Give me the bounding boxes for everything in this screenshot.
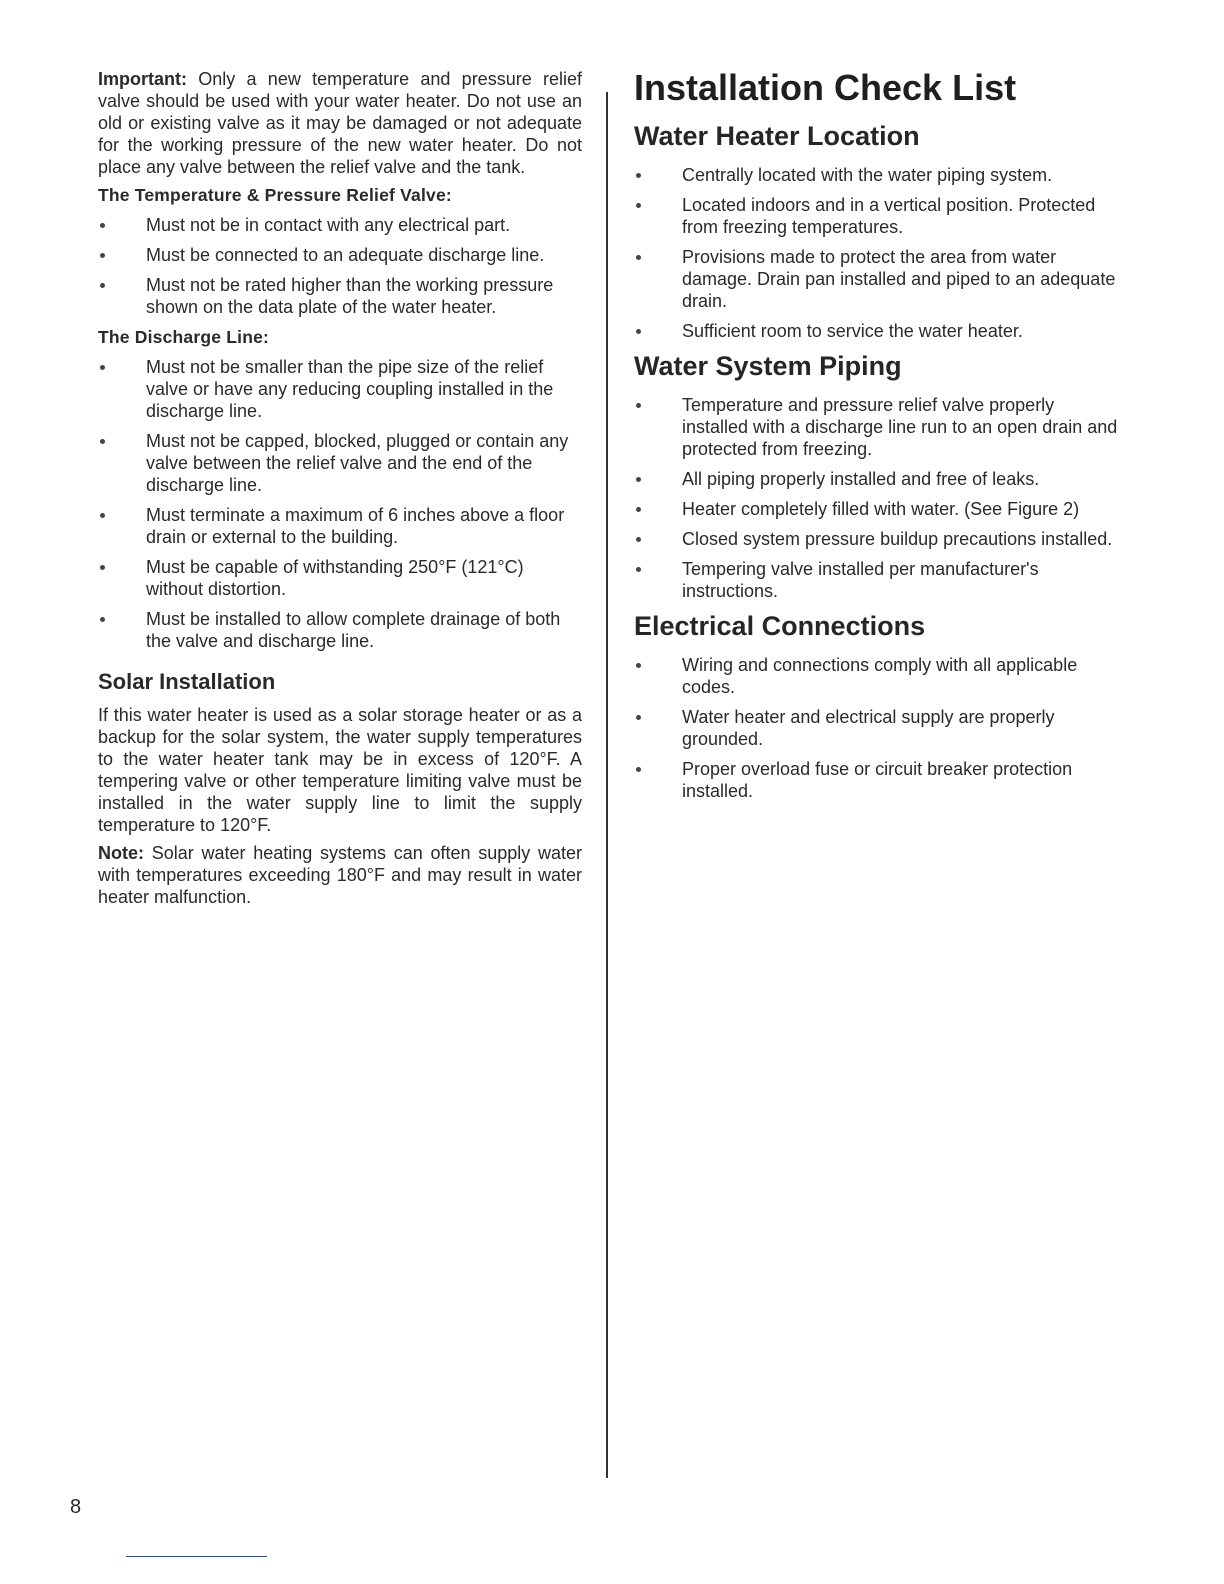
list-item: Must terminate a maximum of 6 inches above a floor drain or external to the building.: [98, 504, 582, 548]
location-heading: Water Heater Location: [634, 121, 920, 151]
bullet-icon: [100, 253, 105, 258]
list-item: All piping properly installed and free of leaks.: [634, 468, 1122, 490]
page-title: Installation Check List: [634, 67, 1017, 108]
bullet-icon: [100, 283, 105, 288]
list-item: Temperature and pressure relief valve properly installed with a discharge line run to an open drain and protected from freezing.: [634, 394, 1122, 460]
bullet-icon: [100, 617, 105, 622]
important-paragraph: [98, 68, 582, 178]
list-item: Wiring and connections comply with all applicable codes.: [634, 654, 1122, 698]
bullet-icon: [636, 203, 641, 208]
bullet-icon: [100, 365, 105, 370]
bullet-icon: [636, 173, 641, 178]
electrical-list: [634, 654, 1122, 802]
list-item: Tempering valve installed per manufacturer's instructions.: [634, 558, 1122, 602]
list-item: Closed system pressure buildup precautions installed.: [634, 528, 1122, 550]
left-column: [98, 68, 582, 914]
important-text: Only a new temperature and pressure relief valve should be used with your water heater. Do not use an old or existing valve as it may be damaged or not adequate for the working pressure of the new water heater. Do not place any valve between the relief valve and the tank.: [98, 69, 582, 177]
footer-rule: [126, 1556, 267, 1557]
list-item: Provisions made to protect the area from water damage. Drain pan installed and piped to an adequate drain.: [634, 246, 1122, 312]
important-label: Important:: [98, 69, 187, 89]
discharge-heading: The Discharge Line:: [98, 327, 270, 347]
note-label: Note:: [98, 843, 144, 863]
bullet-icon: [100, 223, 105, 228]
bullet-icon: [636, 767, 641, 772]
bullet-icon: [636, 507, 641, 512]
right-column: [634, 66, 1122, 810]
list-item: Must not be in contact with any electrical part.: [98, 214, 582, 236]
location-list: [634, 164, 1122, 342]
bullet-icon: [636, 329, 641, 334]
bullet-icon: [100, 513, 105, 518]
list-item: Located indoors and in a vertical position. Protected from freezing temperatures.: [634, 194, 1122, 238]
discharge-list: [98, 356, 582, 652]
list-item: Must be installed to allow complete drainage of both the valve and discharge line.: [98, 608, 582, 652]
tpr-heading: The Temperature & Pressure Relief Valve:: [98, 185, 452, 205]
bullet-icon: [636, 715, 641, 720]
bullet-icon: [636, 663, 641, 668]
bullet-icon: [636, 255, 641, 260]
list-item: Water heater and electrical supply are properly grounded.: [634, 706, 1122, 750]
page-number: 8: [70, 1496, 82, 1518]
list-item: Sufficient room to service the water heater.: [634, 320, 1122, 342]
bullet-icon: [100, 439, 105, 444]
bullet-icon: [636, 403, 641, 408]
note-text: Solar water heating systems can often supply water with temperatures exceeding 180°F and may result in water heater malfunction.: [98, 843, 582, 907]
bullet-icon: [636, 537, 641, 542]
solar-paragraph: If this water heater is used as a solar storage heater or as a backup for the solar system, the water supply temperatures to the water heater tank may be in excess of 120°F. A tempering valve or other temperature limiting valve must be installed in the water supply line to limit the supply temperature to 120°F.: [98, 705, 582, 835]
list-item: Must not be capped, blocked, plugged or contain any valve between the relief valve and the end of the discharge line.: [98, 430, 582, 496]
solar-heading: Solar Installation: [98, 669, 276, 694]
column-divider: [606, 92, 608, 1478]
list-item: Must not be rated higher than the working pressure shown on the data plate of the water heater.: [98, 274, 582, 318]
tpr-list: [98, 214, 582, 318]
piping-heading: Water System Piping: [634, 351, 902, 381]
list-item: Proper overload fuse or circuit breaker protection installed.: [634, 758, 1122, 802]
list-item: Must be connected to an adequate discharge line.: [98, 244, 582, 266]
electrical-heading: Electrical Connections: [634, 611, 926, 641]
bullet-icon: [100, 565, 105, 570]
list-item: Heater completely filled with water. (See Figure 2): [634, 498, 1122, 520]
bullet-icon: [636, 477, 641, 482]
bullet-icon: [636, 567, 641, 572]
list-item: Must be capable of withstanding 250°F (121°C) without distortion.: [98, 556, 582, 600]
piping-list: [634, 394, 1122, 602]
note-paragraph: [98, 842, 582, 908]
list-item: Centrally located with the water piping system.: [634, 164, 1122, 186]
list-item: Must not be smaller than the pipe size of the relief valve or have any reducing coupling installed in the discharge line.: [98, 356, 582, 422]
